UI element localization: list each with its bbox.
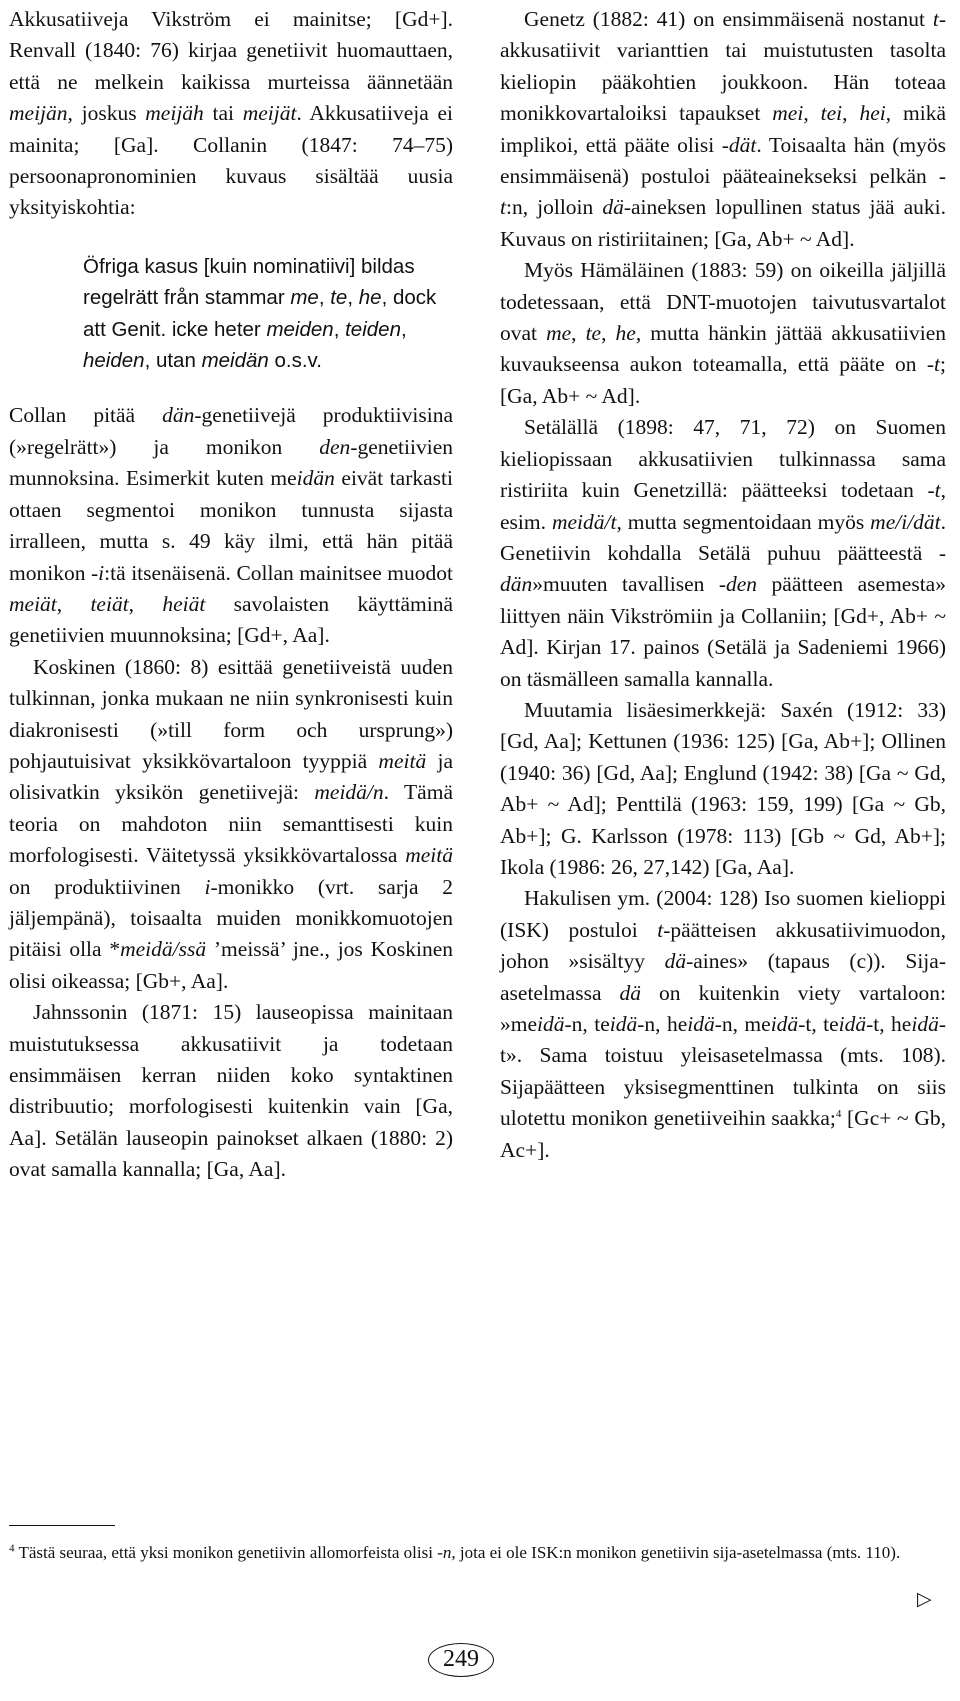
- left-column: [9, 4, 453, 1186]
- paragraph: Koskinen (1860: 8) esittää genetiiveistä uuden tulkinnan, jonka mukaan ne niin synkronisesti kuin diakronisesti (»till form och ursprung») pohjautuisivat yksikkövartaloon tyyppiä meitä ja olisivatkin yksikön genetiivejä: meidä/n. Tämä teoria on mahdoton niin semanttisesti kuin morfologisesti. Väitetyssä yksikkövartalossa meitä on produktiivinen i-monikko (vrt. sarja 2 jäljempänä), toisaalta muiden monikkomuotojen pitäisi olla *meidä/ssä ’meissä’ jne., jos Koskinen olisi oikeassa; [Gb+, Aa].: [9, 654, 453, 993]
- next-page-arrow-icon[interactable]: ▷: [917, 1588, 932, 1610]
- paragraph: Myös Hämäläinen (1883: 59) on oikeilla jäljillä todetessaan, että DNT-muotojen taivutusvartalot ovat me, te, he, mutta hänkin jättää akkusatiivien kuvaukseensa aukon toteamalla, että pääte on -t; [Ga, Ab+ ~ Ad].: [500, 258, 947, 408]
- paragraph: Collan pitää dän-genetiivejä produktiivisina (»regelrätt») ja monikon den-genetiivien munnoksina. Esimerkit kuten meidän eivät tarkasti ottaen segmentoi monikon tunnusta sijasta irralleen, mutta s. 49 käy ilmi, että hän pitää monikon -i:tä itsenäisenä. Collan mainitsee muodot meiät, teiät, heiät savolaisten käyttäminä genetiivien muunnoksina; [Gd+, Aa].: [9, 403, 453, 648]
- footnote: $^4$ Tästä seuraa, että yksi monikon genetiivin allomorfeista olisi -n, jota ei ole ISK:n monikon genetiivin sija-asetelmassa (mts. 110).: [9, 1542, 901, 1562]
- footnote-reference[interactable]: 4: [835, 1108, 842, 1121]
- page-number: 249: [428, 1643, 494, 1677]
- footnote-separator: [9, 1525, 115, 1526]
- footnote-marker: 4: [9, 1542, 15, 1555]
- block-quote: Öfriga kasus [kuin nominatiivi] bildas regelrätt från stammar me, te, he, dock att Genit. icke heter meiden, teiden, heiden, utan meidän o.s.v.: [83, 254, 437, 373]
- paragraph: Muutamia lisäesimerkkejä: Saxén (1912: 33) [Gd, Aa]; Kettunen (1936: 125) [Ga, Ab+]; Ollinen (1940: 36) [Gd, Aa]; Englund (1942: 38) [Ga ~ Gd, Ab+ ~ Ad]; Penttilä (1963: 159, 199) [Ga ~ Gb, Ab+]; G. Karlsson (1978: 113) [Gb ~ Gd, Ab+]; Ikola (1986: 26, 27,142) [Ga, Aa].: [500, 697, 946, 879]
- paragraph: Jahnssonin (1871: 15) lauseopissa mainitaan muistutuksessa akkusatiivit ja todetaan ensimmäisen kerran niiden koko syntaktinen distribuutio; morfologisesti kuitenkin vain [Ga, Aa]. Setälän lauseopin painokset alkaen (1880: 2) ovat samalla kannalla; [Ga, Aa].: [9, 1000, 453, 1182]
- right-column: [500, 4, 946, 1166]
- paragraph: Akkusatiiveja Vikström ei mainitse; [Gd+]. Renvall (1840: 76) kirjaa genetiivit huomauttaen, että ne melkein kaikissa murteissa äännetään meijän, joskus meijäh tai meijät. Akkusatiiveja ei mainita; [Ga]. Collanin (1847: 74–75) persoonapronominien kuvaus sisältää uusia yksityiskohtia:: [9, 7, 453, 220]
- paragraph: Setälällä (1898: 47, 71, 72) on Suomen kieliopissaan akkusatiivien tulkinnassa sama ristiriita kuin Genetzillä: päätteeksi todetaan -t, esim. meidä/t, mutta segmentoidaan myös me/i/dät. Genetiivin kohdalla Setälä puhuu päätteestä -dän»muuten tavallisen -den päätteen asemesta» liittyen näin Vikströmiin ja Collaniin; [Gd+, Ab+ ~ Ad]. Kirjan 17. painos (Setälä ja Sadeniemi 1966) on täsmälleen samalla kannalla.: [500, 415, 947, 691]
- paragraph: Hakulisen ym. (2004: 128) Iso suomen kielioppi (ISK) postuloi t-päätteisen akkusatiivimuodon, johon »sisältyy dä-aines» (tapaus (c)). Sija-asetelmassa dä on kuitenkin viety vartaloon: »meidä-n, teidä-n, heidä-n, meidä-t, teidä-t, heidä-t». Sama toistuu yleisasetelmassa (mts. 108). Sijapäätteen yksisegmenttinen tulkinta on siis ulotettu monikon genetiiveihin saakka;$^4$ [Gc+ ~ Gb, Ac+].: [500, 886, 947, 1162]
- paragraph: Genetz (1882: 41) on ensimmäisenä nostanut t-akkusatiivit varianttien tai muistutusten tasolta kieliopin pääkohtien joukkoon. Hän toteaa monikkovartaloiksi tapaukset mei, tei, hei, mikä implikoi, että pääte olisi -dät. Toisaalta hän (myös ensimmäisenä) postuloi pääteainekseksi pelkän -t:n, jolloin dä-aineksen lopullinen status jää auki. Kuvaus on ristiriitainen; [Ga, Ab+ ~ Ad].: [500, 7, 947, 251]
